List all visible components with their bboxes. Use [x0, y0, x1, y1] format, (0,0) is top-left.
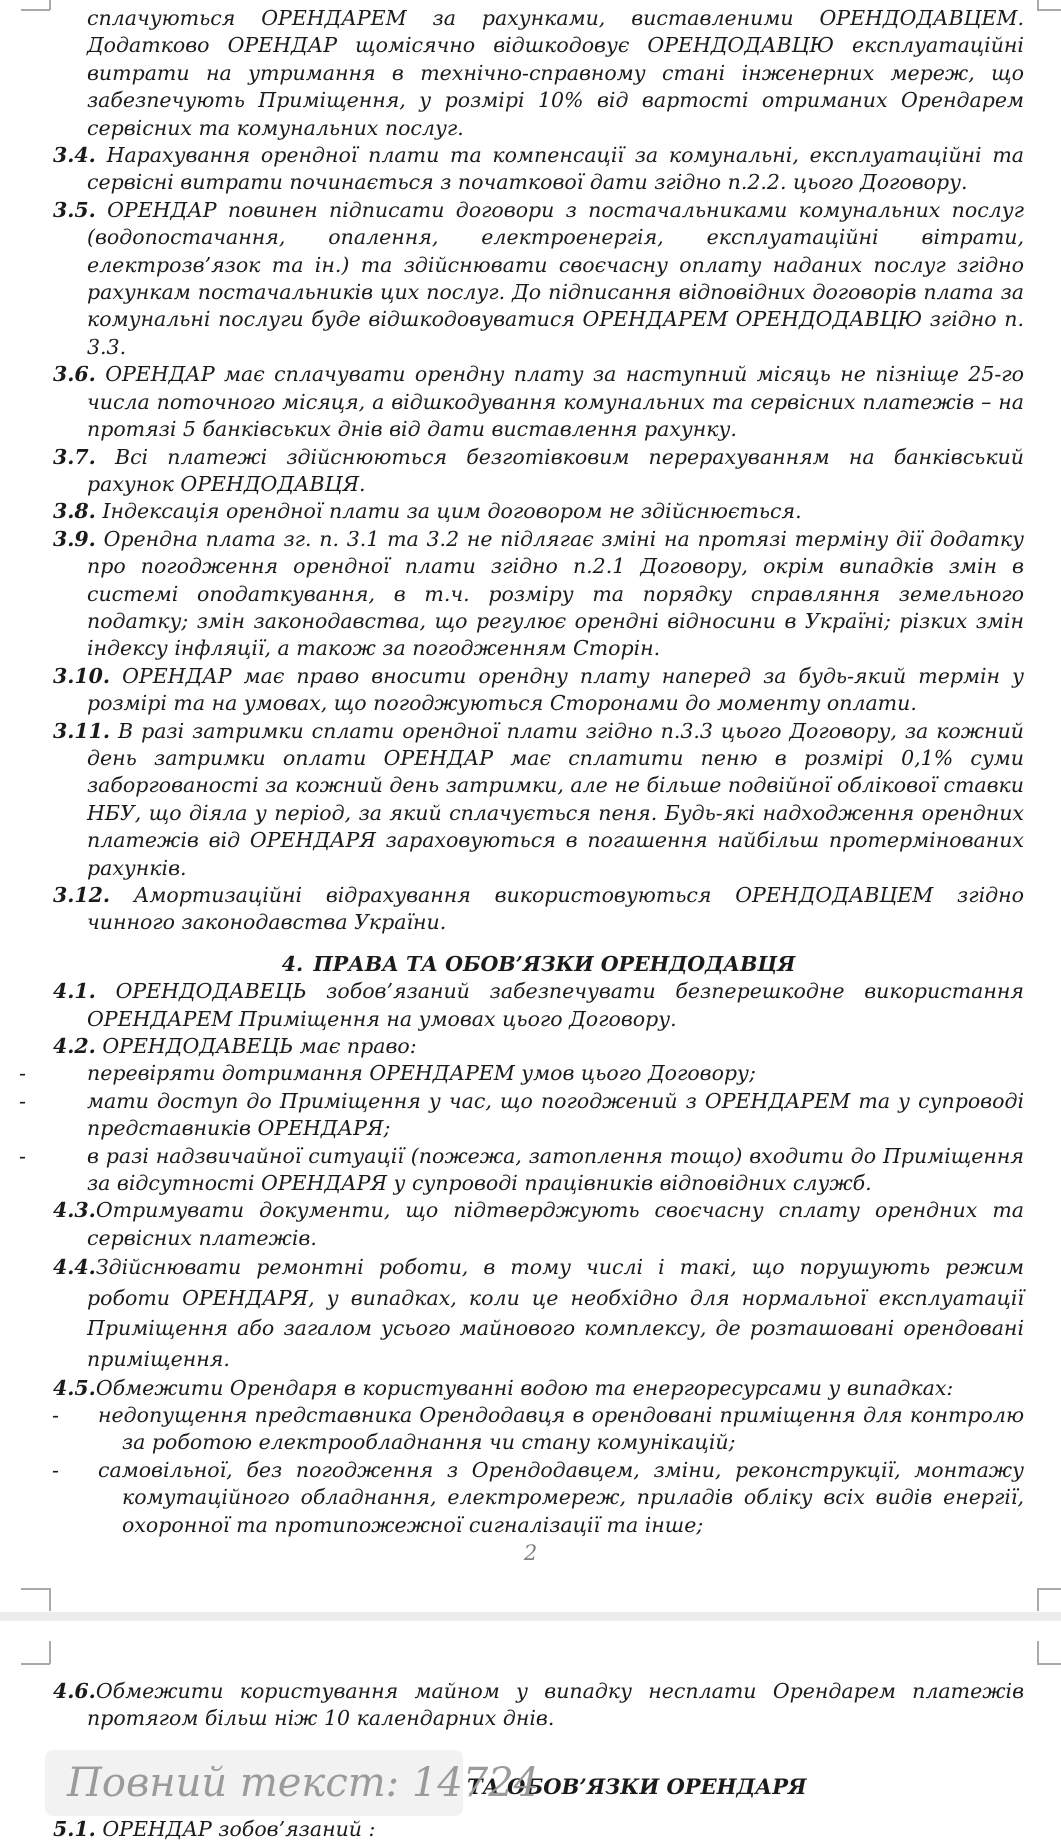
page-margin-mark	[1037, 1641, 1039, 1664]
clause-number: 3.11.	[53, 718, 111, 743]
list-item: - самовільної, без погодження з Орендодавцем, зміни, реконструкції, монтажу комутаційного обладнання, електромереж, приладів обліку всіх видів енергії, охоронної та протипожежної сигналізації та інше;	[52, 1457, 1024, 1537]
clause-paragraph: 3.11. В разі затримки сплати орендної плати згідно п.3.3 цього Договору, за кожний день затримки оплати ОРЕНДАР має сплатити пеню в розмірі 0,1% суми заборгованості за кожний день затримки, але не більше подвійної облікової ставки НБУ, що діяла у період, за який сплачується пеня. Будь-які надходження орендних платежів від ОРЕНДАРЯ зараховуються в погашення найбільш протермінованих рахунків.	[53, 718, 1024, 880]
clause-paragraph: 3.10. ОРЕНДАР має право вносити орендну плату наперед за будь-який термін у розмірі та на умовах, що погоджуються Сторонами до моменту оплати.	[53, 663, 1024, 716]
clause-number: 3.6.	[53, 362, 96, 387]
page2-text	[19, 0, 1024, 1539]
clause-paragraph: 3.9. Орендна плата зг. п. 3.1 та 3.2 не підлягає зміні на протязі терміну дії додатку про погодження орендної плати згідно п.2.1 Договору, окрім випадків змін в системі оподаткування, в т.ч. розміру та порядку справляння земельного податку; змін законодавства, що регулює орендні відносини в Україні; різких змін індексу інфляції, а також за погодженням Сторін.	[53, 526, 1024, 661]
clause-paragraph: 3.6. ОРЕНДАР має сплачувати орендну плату за наступний місяць не пізніще 25-го числа поточного місяця, а відшкодування комунальних та сервісних платежів – на протязі 5 банківських днів від дати виставлення рахунку.	[53, 362, 1024, 442]
dash-bullet: -	[52, 1457, 59, 1482]
page-number: 2	[523, 1541, 538, 1565]
clause-paragraph: 3.5. ОРЕНДАР повинен підписати договори з постачальниками комунальних послуг (водопостачання, опалення, електроенергія, експлуатаційні вітрати, електрозв’язок та ін.) та здійснювати своєчасну оплату наданих послуг згідно рахункам постачальників цих послуг. До підписання відповідних договорів плата за комунальні послуги буде відшкодовуватися ОРЕНДАРЕМ ОРЕНДОДАВЦЮ згідно п. 3.3.	[53, 197, 1024, 359]
page-margin-mark	[1037, 1588, 1061, 1590]
section-heading: 4. ПРАВА ТА ОБОВ’ЯЗКИ ОРЕНДОДАВЦЯ	[281, 951, 796, 976]
list-item: - в разі надзвичайної ситуації (пожежа, затоплення тощо) входити до Приміщення за відсутності ОРЕНДАРЯ у супроводі працівників відповідних служб.	[19, 1143, 1024, 1196]
clause-number: 3.12.	[53, 883, 111, 907]
page-margin-mark	[21, 9, 50, 11]
page-margin-mark	[1037, 0, 1039, 10]
page-margin-mark	[21, 1663, 50, 1665]
page-margin-mark	[1037, 1588, 1039, 1611]
page3-text	[53, 1678, 1024, 1733]
dash-bullet: -	[19, 1143, 26, 1168]
clause-5-1	[53, 1817, 375, 1841]
clause-number: 3.9.	[53, 526, 96, 551]
clause-number: 3.8.	[53, 499, 96, 524]
clause-number: 4.4.	[53, 1255, 96, 1280]
list-item: - мати доступ до Приміщення у час, що погоджений з ОРЕНДАРЕМ та у супроводі представників ОРЕНДАРЯ;	[19, 1088, 1024, 1141]
clause-number: 3.7.	[53, 444, 96, 469]
clause-number: 5.1.	[53, 1817, 96, 1841]
clause-paragraph: 3.7. Всі платежі здійснюються безготівковим перерахуванням на банківський рахунок ОРЕНДОДАВЦЯ.	[53, 444, 1024, 496]
clause-number: 4.1.	[53, 979, 96, 1004]
page-margin-mark	[49, 0, 51, 10]
page-margin-mark	[21, 1588, 50, 1590]
clause-paragraph: 4.4.Здійснювати ремонтні роботи, в тому числі і такі, що порушують режим роботи ОРЕНДАРЯ, у випадках, коли це необхідно для нормальної експлуатації Приміщення або загалом усього майнового комплексу, де розташовані орендовані приміщення.	[53, 1255, 1024, 1372]
dash-bullet: -	[19, 1061, 26, 1086]
dash-bullet: -	[52, 1403, 59, 1428]
page-margin-mark	[1037, 9, 1061, 11]
page-gap	[0, 1612, 1061, 1621]
clause-paragraph: 4.1. ОРЕНДОДАВЕЦЬ зобов’язаний забезпечувати безперешкодне використання ОРЕНДАРЕМ Приміщення на умовах цього Договору.	[53, 979, 1024, 1031]
full-text-counter-label: Повний текст: 14724	[67, 1760, 540, 1806]
clause-paragraph: 4.3.Отримувати документи, що підтверджують своєчасну сплату орендних та сервісних платежів.	[53, 1198, 1024, 1250]
section-5-heading: ТА ОБОВ’ЯЗКИ ОРЕНДАРЯ	[467, 1774, 807, 1799]
full-text-counter-overlay	[45, 1750, 540, 1816]
clause-number: 4.6.	[53, 1679, 96, 1703]
dash-bullet: -	[19, 1088, 26, 1113]
clause-paragraph: 4.5.Обмежити Орендаря в користуванні водою та енергоресурсами у випадках:	[53, 1375, 954, 1400]
clause-paragraph: 3.12. Амортизаційні відрахування використовуються ОРЕНДОДАВЦЕМ згідно чинного законодавства України.	[53, 883, 1024, 935]
clause-paragraph: 4.6.Обмежити користування майном у випадку несплати Орендарем платежів протягом більш ніж 10 календарних днів.	[53, 1679, 1024, 1731]
clause-number: 4.2.	[53, 1034, 96, 1059]
clause-number: 4.3.	[53, 1198, 96, 1223]
list-item: - перевіряти дотримання ОРЕНДАРЕМ умов цього Договору;	[53, 1060, 1024, 1087]
clause-paragraph: 4.2. ОРЕНДОДАВЕЦЬ має право:	[53, 1034, 417, 1059]
paragraph: сплачуються ОРЕНДАРЕМ за рахунками, виставленими ОРЕНДОДАВЦЕМ. Додатково ОРЕНДАР щомісячно відшкодовує ОРЕНДОДАВЦЮ експлуатаційні витрати на утримання в технічно-справному стані інженерних мереж, що забезпечують Приміщення, у розмірі 10% від вартості отриманих Орендарем сервісних та комунальних послуг.	[87, 6, 1024, 140]
page-margin-mark	[49, 1588, 51, 1611]
clause-number: 4.5.	[53, 1375, 96, 1400]
list-item: - недопущення представника Орендодавця в орендовані приміщення для контролю за роботою електрообладнання чи стану комунікацій;	[52, 1403, 1024, 1455]
clause-number: 3.4.	[53, 143, 96, 168]
clause-number: 3.5.	[53, 197, 96, 222]
clause-number: 3.10.	[53, 663, 111, 688]
clause-paragraph: 3.8. Індексація орендної плати за цим договором не здійснюється.	[53, 499, 802, 524]
page-margin-mark	[49, 1641, 51, 1664]
clause-text: ОРЕНДАР зобов’язаний :	[102, 1817, 376, 1841]
clause-paragraph: 3.4. Нарахування орендної плати та компенсації за комунальні, експлуатаційні та сервісні витрати починається з початкової дати згідно п.2.2. цього Договору.	[53, 143, 1024, 195]
page-margin-mark	[1037, 1663, 1061, 1665]
